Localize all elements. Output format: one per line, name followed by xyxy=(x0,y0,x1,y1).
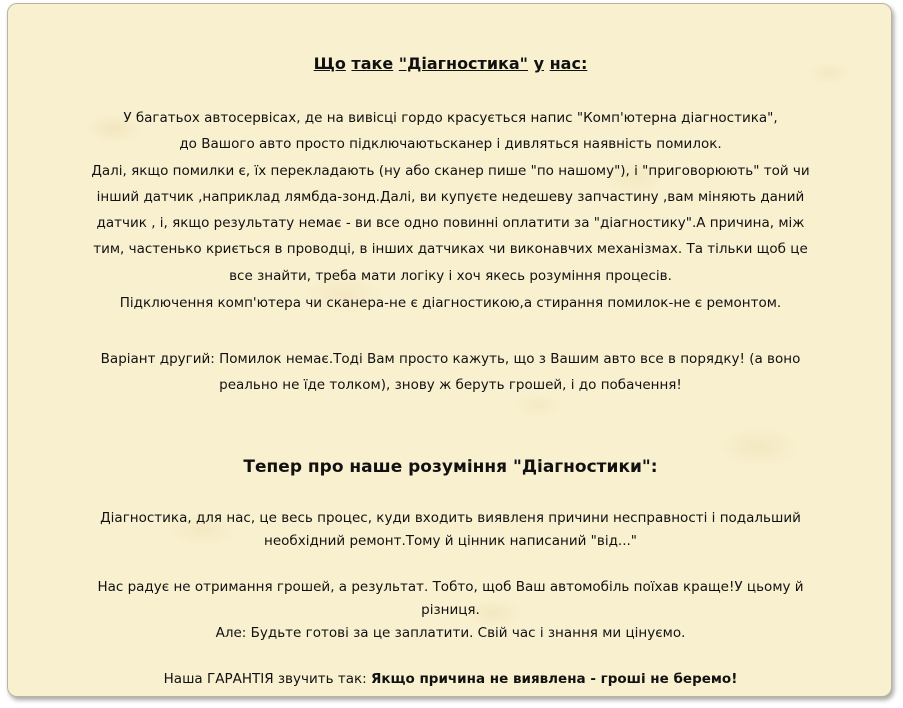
guarantee-line xyxy=(8,668,893,691)
text-line: датчик , і, якщо результату немає - ви все одно повинні оплатити за "діагностику".А причина, між xyxy=(96,215,805,231)
guarantee-statement: Якщо причина не виявлена - гроші не беремо! xyxy=(371,671,738,687)
content-panel xyxy=(7,3,892,697)
heading-word: нас: xyxy=(549,54,588,73)
text-line: інший датчик ,наприклад лямбда-зонд.Далі, ви купуєте недешеву запчастину ,вам міняють даний xyxy=(96,189,805,205)
text-line: реально не їде толком), знову ж беруть грошей, і до побачення! xyxy=(219,377,682,393)
text-line: Нас радує не отримання грошей, а результат. Тобто, щоб Ваш автомобіль поїхав краще!У цьому й xyxy=(97,579,804,595)
heading-what-is-diagnostics xyxy=(8,52,893,75)
text-line: до Вашого авто просто підключаютьсканер і дивляться наявність помилок. xyxy=(179,136,722,152)
text-line: необхідний ремонт.Тому й цінник написаний "від..." xyxy=(264,533,637,549)
heading-word: Що xyxy=(313,54,346,73)
text-line: Підключення комп'ютера чи сканера-не є діагностикою,а стирання помилок-не є ремонтом. xyxy=(119,295,782,311)
text-line: У багатьох автосервісах, де на вивісці гордо красується напис "Комп'ютерна діагностика", xyxy=(123,110,778,126)
heading-word: таке xyxy=(351,54,394,73)
text-line: Діагностика, для нас, це весь процес, куди входить виявленя причини несправності і подальший xyxy=(100,510,801,526)
text-line: Варіант другий: Помилок немає.Тоді Вам просто кажуть, що з Вашим авто все в порядку! (а воно xyxy=(100,351,801,367)
text-line: різниця. xyxy=(421,602,480,618)
heading-word: "Діагностика" xyxy=(398,54,529,73)
text-line: Але: Будьте готові за це заплатити. Свій час і знання ми цінуємо. xyxy=(215,625,686,641)
text-line: Далі, якщо помилки є, їх перекладають (ну або сканер пише "по нашому"), і "приговорюють" той чи xyxy=(91,163,810,179)
text-line: тим, частенько криється в проводці, в інших датчиках чи виконавчих механізмах. Та тільки щоб це xyxy=(93,241,808,257)
guarantee-prefix: Наша ГАРАНТІЯ звучить так: xyxy=(163,671,371,687)
text-line: все знайти, треба мати логіку і хоч якесь розуміння процесів. xyxy=(229,268,672,284)
heading-word: у xyxy=(533,54,545,73)
heading-our-understanding: Тепер про наше розуміння "Діагностики": xyxy=(243,457,658,477)
